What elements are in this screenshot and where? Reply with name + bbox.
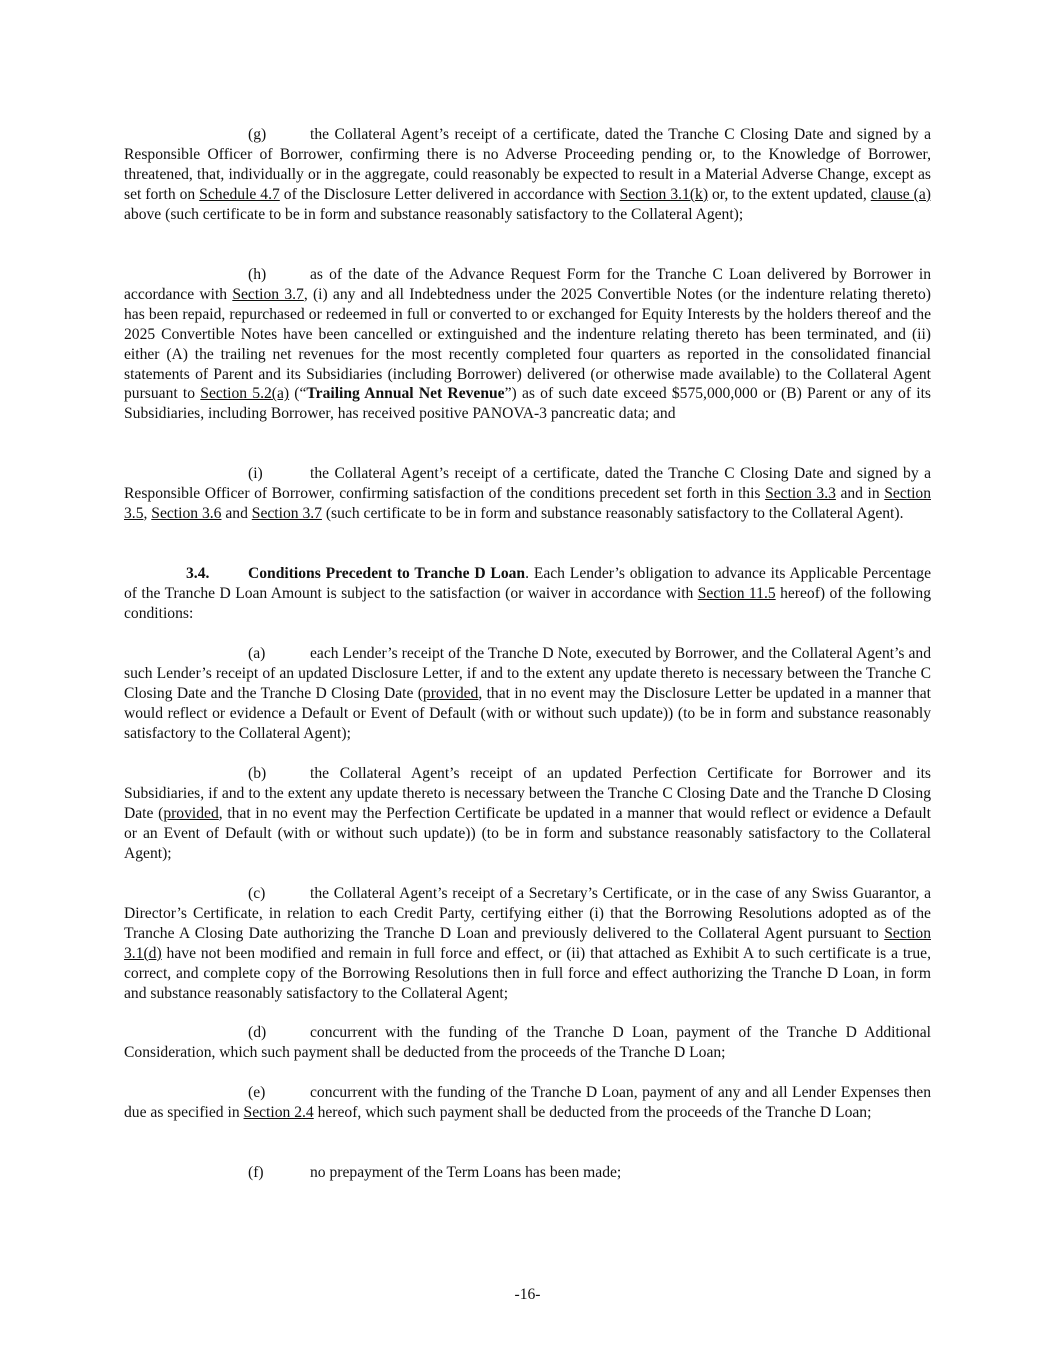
cross-reference: provided xyxy=(422,684,479,702)
cross-reference: Section 3.7 xyxy=(251,504,322,522)
clause-text: above (such certificate to be in form and substance reasonably satisfactory to the Collateral Agent); xyxy=(124,205,744,223)
defined-term: Trailing Annual Net Revenue xyxy=(306,385,505,403)
clause-label: (i) xyxy=(248,465,263,482)
cross-reference: Section 11.5 xyxy=(697,584,776,602)
clause-label: (f) xyxy=(248,1164,264,1181)
clause-e xyxy=(124,1083,931,1123)
cross-reference: Schedule 4.7 xyxy=(199,185,280,203)
clause-text: the Collateral Agent’s receipt of an updated Perfection Certificate for Borrower and its Subsidiaries, if and to the extent any update thereto is necessary between the Tranche C Closing Date and the Tranche D Closing Date ( xyxy=(124,765,931,822)
clause-text: ”) as of such date exceed $575,000,000 or (B) Parent or any of its Subsidiaries, including Borrower, has received positive PANOVA-3 pancreatic data; and xyxy=(124,385,931,423)
section-number: 3.4. xyxy=(186,565,210,582)
clause-f xyxy=(248,1163,621,1183)
page-number: -16- xyxy=(514,1286,541,1303)
clause-text: of the Disclosure Letter delivered in accordance with xyxy=(279,185,620,203)
clause-label: (d) xyxy=(248,1024,267,1041)
clause-text: as of the date of the Advance Request Form for the Tranche C Loan delivered by Borrower in accordance with xyxy=(124,266,931,303)
cross-reference: Section 3.3 xyxy=(765,484,836,502)
clause-text: (“ xyxy=(289,385,307,403)
clause-text: hereof, which such payment shall be deducted from the proceeds of the Tranche D Loan; xyxy=(313,1103,872,1121)
clause-text: the Collateral Agent’s receipt of a certificate, dated the Tranche C Closing Date and signed by a Responsible Officer of Borrower, confirming satisfaction of the conditions precedent set forth in this xyxy=(124,465,931,502)
clause-h xyxy=(124,265,931,424)
clause-g xyxy=(124,125,931,225)
clause-text: , (i) any and all Indebtedness under the 2025 Convertible Notes (or the indenture relating thereto) has been repaid, repurchased or redeemed in full or converted to or exchanged for Equity Interests by the holders thereof and the 2025 Convertible Notes have been cancelled or extinguished and the indenture relating thereto has been terminated, and (ii) either (A) the trailing net revenues for the most recently completed four quarters as reported in the consolidated financial statements of Parent and its Subsidiaries (including Borrower) delivered (or otherwise made available) to the Collateral Agent pursuant to xyxy=(124,285,931,403)
clause-text: each Lender’s receipt of the Tranche D Note, executed by Borrower, and the Collateral Agent’s and such Lender’s receipt of an updated Disclosure Letter, if and to the extent any update thereto is necessary between the Tranche C Closing Date and the Tranche D Closing Date ( xyxy=(124,645,931,702)
clause-c xyxy=(124,884,931,1003)
clause-text: , that in no event may the Disclosure Letter be updated in a manner that would reflect or evidence a Default or Event of Default (with or without such update)) (to be in form and substance reasonably satisfactory to the Collateral Agent); xyxy=(124,684,931,742)
cross-reference: Section 3.1(k) xyxy=(619,185,709,203)
section-text: hereof) of the following conditions: xyxy=(124,584,931,622)
cross-reference: Section 2.4 xyxy=(243,1103,314,1121)
cross-reference: Section 3.6 xyxy=(151,504,222,522)
clause-label: (a) xyxy=(248,645,266,662)
clause-label: (b) xyxy=(248,765,267,782)
clause-label: (e) xyxy=(248,1084,266,1101)
clause-text: concurrent with the funding of the Tranche D Loan, payment of the Tranche D Additional Consideration, which such payment shall be deducted from the proceeds of the Tranche D Loan; xyxy=(124,1024,931,1061)
clause-text: the Collateral Agent’s receipt of a Secretary’s Certificate, or in the case of any Swiss Guarantor, a Director’s Certificate xyxy=(124,885,931,922)
clause-text: and xyxy=(221,504,252,522)
clause-text: (such certificate to be in form and substance reasonably satisfactory to the Collateral Agent). xyxy=(321,504,904,522)
clause-b xyxy=(124,764,931,864)
cross-reference: clause (a) xyxy=(870,185,931,203)
clause-label: (h) xyxy=(248,266,267,283)
clause-text: concurrent with the funding of the Tranche D Loan, payment of any and all Lender Expenses then due as specified in xyxy=(124,1084,931,1121)
cross-reference: provided xyxy=(163,804,219,822)
clause-text: , that in no event may the Perfection Certificate be updated in a manner that would reflect or evidence a Default or an Event of Default (with or without such update)) (to be in form and substance reasonably satisfactory to the Collateral Agent); xyxy=(124,804,932,862)
clause-text: , xyxy=(143,504,152,522)
section-title: Conditions Precedent to Tranche D Loan xyxy=(248,565,526,582)
clause-text: have not been modified and remain in full force and effect, or (ii) that attached as Exhibit A to such certificate is a true, correct, and complete copy of the Borrowing Resolutions then in full force and effect authorizing the Tranche D Loan, in form and substance reasonably satisfactory to the Collateral Agent; xyxy=(124,944,931,1002)
cross-reference: , xyxy=(258,904,263,922)
clause-a xyxy=(124,644,931,744)
clause-text: no prepayment of the Term Loans has been made; xyxy=(310,1164,622,1181)
clause-d xyxy=(124,1023,931,1063)
section-3-4 xyxy=(124,564,931,624)
clause-text: the Collateral Agent’s receipt of a certificate, dated the Tranche C Closing Date and signed by a Responsible Officer of Borrower, confirming there is no Adverse Proceeding pending or, to the Knowledge of Borrower, threatened, that, individually or in the aggregate, could reasonably be expected to result in a Material Adverse Change, except as set forth on xyxy=(124,126,931,203)
cross-reference: Section 5.2(a) xyxy=(200,385,290,403)
clause-text: or, to the extent updated, xyxy=(708,185,871,203)
section-text: . Each Lender’s obligation to advance its Applicable Percentage of the Tranche D Loan Amount is subject to the satisfaction (or waiver in accordance with xyxy=(124,565,931,602)
cross-reference: Section 3.5 xyxy=(124,484,931,522)
clause-label: (c) xyxy=(248,885,266,902)
cross-reference: Section 3.1(d) xyxy=(124,924,931,962)
clause-label: (g) xyxy=(248,126,267,143)
clause-text: and in xyxy=(835,484,885,502)
clause-text: in relation to each Credit Party, certifying either (i) that the Borrowing Resolutions adopted as of the Tranche A Closing Date authorizing the Tranche D Loan and previously delivered to the Collateral Agent pursuant to xyxy=(124,904,931,942)
clause-i xyxy=(124,464,931,524)
cross-reference: Section 3.7 xyxy=(232,285,304,303)
